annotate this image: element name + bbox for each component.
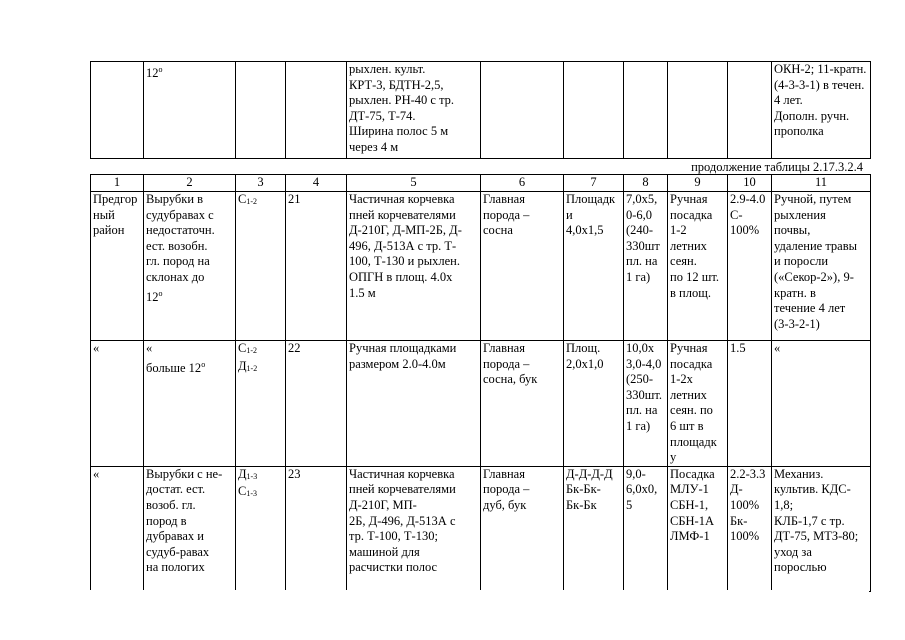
cell xyxy=(772,466,871,591)
cell-line: у xyxy=(670,450,677,465)
cell-text: 22 xyxy=(288,341,301,355)
cell-line: Д-Д-Д-Д xyxy=(566,466,613,481)
cell-line: (3-3-2-1) xyxy=(774,316,820,331)
cell-line: Механиз. xyxy=(774,466,824,481)
cell-line: и xyxy=(566,207,573,222)
cell xyxy=(564,466,624,591)
cell-line: МЛУ-1 xyxy=(670,482,709,497)
cell-line: Ширина полос 5 м xyxy=(349,124,449,139)
cell-line: 330шт. xyxy=(626,387,663,402)
cell-line: 7,0х5, xyxy=(626,192,658,206)
cell-line: прополка xyxy=(774,124,824,139)
cell-line: судубравах с xyxy=(146,207,214,222)
cell-line: 2Б, Д-496, Д-513А с xyxy=(349,513,456,528)
cell-line: порослью xyxy=(774,560,827,575)
cell-line: 6 шт в xyxy=(670,418,704,433)
cell-line: ДТ-75, МТЗ-80; xyxy=(774,529,859,544)
cell-line: 1 га) xyxy=(626,418,651,433)
cell xyxy=(144,192,236,341)
cell-line: « xyxy=(146,341,153,355)
cell-line: достат. ест. xyxy=(146,482,206,497)
table-row xyxy=(91,192,871,341)
cell-line: ный xyxy=(93,207,115,222)
column-header: 1 xyxy=(91,175,144,192)
cell-line: дубравах и xyxy=(146,529,204,544)
cell-line: и поросли xyxy=(774,254,829,269)
cell xyxy=(286,192,347,341)
cell xyxy=(668,62,728,159)
cell xyxy=(286,341,347,467)
cell-line: порода – xyxy=(483,482,530,497)
cell-line: Дополн. ручн. xyxy=(774,108,850,123)
cell-line: Ручная xyxy=(670,341,708,355)
column-header: 10 xyxy=(728,175,772,192)
cell-line: 4,0х1,5 xyxy=(566,223,604,238)
cell-line: « xyxy=(93,466,100,481)
cell-line: 1,8; xyxy=(774,497,794,512)
cell-line: недостаточн. xyxy=(146,223,215,238)
cell-line: дуб, бук xyxy=(483,497,527,512)
cell-line: С1-2 xyxy=(238,341,258,355)
table-continuation-caption: продолжение таблицы 2.17.3.2.4 xyxy=(691,160,863,174)
cell xyxy=(624,62,668,159)
cell-line: течение 4 лет xyxy=(774,301,846,316)
cell-line: пней корчевателями xyxy=(349,482,456,497)
cell-line: СБН-1, xyxy=(670,497,709,512)
header-row xyxy=(91,175,871,192)
cell xyxy=(728,62,772,159)
cell-line: рыхлен. РН-40 с тр. xyxy=(349,93,455,108)
cell-line: ОПГН в площ. 4.0х xyxy=(349,269,453,284)
cell-line: Частичная корчевка xyxy=(349,466,455,481)
cell xyxy=(624,192,668,341)
cell-line: 5 xyxy=(626,497,633,512)
cell xyxy=(624,466,668,591)
cell-line: летних xyxy=(670,238,707,253)
cell-line: ест. возобн. xyxy=(146,238,208,253)
cell-line: Вырубки в xyxy=(146,192,204,206)
column-header: 5 xyxy=(347,175,481,192)
cell-line: Площ. xyxy=(566,341,601,355)
cell-line: Д1-2 xyxy=(238,358,258,373)
cell-line: 2.9-4.0 xyxy=(730,192,766,206)
cell-line: Бк- xyxy=(730,513,748,528)
cell-line: 2,0х1,0 xyxy=(566,356,604,371)
cell-line: судуб-равах xyxy=(146,544,210,559)
cell-line: КРТ-3, БДТН-2,5, xyxy=(349,77,444,92)
column-header: 11 xyxy=(772,175,871,192)
cell xyxy=(144,341,236,467)
cell xyxy=(668,466,728,591)
cell-line: 100, Т-130 и рыхлен. xyxy=(349,254,460,269)
cell-line: пл. на xyxy=(626,403,658,418)
cell xyxy=(564,192,624,341)
cell-line: 1-2 xyxy=(670,223,687,238)
cell-line: культив. КДС- xyxy=(774,482,851,497)
cell-line: размером 2.0-4.0м xyxy=(349,356,446,371)
cell-line: (240- xyxy=(626,223,654,238)
cell xyxy=(481,466,564,591)
cell-line: 6,0х0, xyxy=(626,482,658,497)
cell xyxy=(772,192,871,341)
cell-line: СБН-1А xyxy=(670,513,714,528)
cell-line: посадка xyxy=(670,207,713,222)
cell-text: 12$^o$ xyxy=(146,65,163,80)
cell-line: больше 12$^o$ xyxy=(146,359,206,375)
cell-line: Посадка xyxy=(670,466,715,481)
column-header: 4 xyxy=(286,175,347,192)
cell-line: по 12 шт. xyxy=(670,269,719,284)
cell-line: пород в xyxy=(146,513,187,528)
cell-line: почвы, xyxy=(774,223,811,238)
cell-line: на пологих xyxy=(146,560,205,575)
cell-line: Площадк xyxy=(566,192,616,206)
cell xyxy=(347,192,481,341)
cell-line: сосна, бук xyxy=(483,372,538,387)
cell-line: летних xyxy=(670,387,707,402)
cell-line: 1.5 xyxy=(730,341,746,355)
cell-line: рыхления xyxy=(774,207,826,222)
cell-line: Предгор xyxy=(93,192,138,206)
cell xyxy=(347,466,481,591)
cell xyxy=(144,466,236,591)
cell-line: сеян. по xyxy=(670,403,713,418)
cell-line: « xyxy=(93,341,100,355)
cell-line: 12$^o$ xyxy=(146,288,163,304)
cell xyxy=(481,192,564,341)
cell xyxy=(564,62,624,159)
cell-line: пл. на xyxy=(626,254,658,269)
cell-line: Бк-Бк- xyxy=(566,482,601,497)
cell-line: рыхлен. культ. xyxy=(349,62,426,76)
table-row xyxy=(91,466,871,591)
cell xyxy=(91,192,144,341)
column-header: 8 xyxy=(624,175,668,192)
cell-line: С1-3 xyxy=(238,484,258,499)
cell-line: Частичная корчевка xyxy=(349,192,455,206)
column-header: 6 xyxy=(481,175,564,192)
cell-line: 1-2х xyxy=(670,372,693,387)
page-bottom-edge xyxy=(89,590,869,640)
cell-line: сеян. xyxy=(670,254,697,269)
cell-text: 21 xyxy=(288,192,301,206)
cell-text: 23 xyxy=(288,466,301,481)
cell-line: кратн. в xyxy=(774,285,816,300)
cell xyxy=(236,192,286,341)
cell-text: С1-2 xyxy=(238,192,258,206)
cell-line: Д-210Г, МП- xyxy=(349,497,417,512)
cell-line: район xyxy=(93,223,125,238)
cell-line: ОКН-2; 11-кратн. xyxy=(774,62,867,76)
cell xyxy=(144,62,236,159)
column-header: 9 xyxy=(668,175,728,192)
cell-line: порода – xyxy=(483,356,530,371)
cell xyxy=(91,341,144,467)
cell-line: Главная xyxy=(483,341,525,355)
cell-line: Главная xyxy=(483,192,525,206)
cell-line: склонах до xyxy=(146,269,205,284)
cell xyxy=(668,341,728,467)
cell-line: порода – xyxy=(483,207,530,222)
cell xyxy=(668,192,728,341)
cell-line: расчистки полос xyxy=(349,560,438,575)
cell-line: Д1-3 xyxy=(238,466,258,481)
column-header: 2 xyxy=(144,175,236,192)
cell-line: гл. пород на xyxy=(146,254,210,269)
cell-line: (250- xyxy=(626,372,654,387)
data-table xyxy=(90,174,871,592)
cell-line: Вырубки с не- xyxy=(146,466,223,481)
cell-line: уход за xyxy=(774,544,812,559)
cell xyxy=(236,341,286,467)
cell-line: 0-6,0 xyxy=(626,207,653,222)
cell xyxy=(481,62,564,159)
cell-line: 100% xyxy=(730,497,760,512)
table-row xyxy=(91,62,871,159)
cell-line: 496, Д-513А с тр. Т- xyxy=(349,238,457,253)
cell-line: Д-210Г, Д-МП-2Б, Д- xyxy=(349,223,462,238)
cell-line: 100% xyxy=(730,223,760,238)
cell-line: Ручная площадками xyxy=(349,341,457,355)
cell-line: удаление травы xyxy=(774,238,858,253)
cell-line: Бк-Бк xyxy=(566,497,597,512)
cell xyxy=(91,466,144,591)
cell-line: («Секор-2»), 9- xyxy=(774,269,854,284)
cell xyxy=(728,341,772,467)
cell-line: возоб. гл. xyxy=(146,497,196,512)
cell-line: 9,0- xyxy=(626,466,646,481)
cell xyxy=(236,466,286,591)
cell xyxy=(728,192,772,341)
cell-line: пней корчевателями xyxy=(349,207,456,222)
cell xyxy=(481,341,564,467)
cell-line: тр. Т-100, Т-130; xyxy=(349,529,438,544)
cell-line: Ручная xyxy=(670,192,708,206)
cell xyxy=(347,341,481,467)
cell xyxy=(286,62,347,159)
cell-line: 100% xyxy=(730,529,760,544)
cell xyxy=(564,341,624,467)
cell-line: ДТ-75, Т-74. xyxy=(349,108,416,123)
cell-line: (4-3-3-1) в течен. xyxy=(774,77,865,92)
cell xyxy=(236,62,286,159)
cell xyxy=(728,466,772,591)
cell-line: 10,0х xyxy=(626,341,655,355)
cell-line: Ручной, путем xyxy=(774,192,852,206)
cell-line: площадк xyxy=(670,434,717,449)
cell-line: 330шт xyxy=(626,238,660,253)
cell-line: 1 га) xyxy=(626,269,651,284)
cell-line: посадка xyxy=(670,356,713,371)
cell-line: 3,0-4,0 xyxy=(626,356,662,371)
column-header: 3 xyxy=(236,175,286,192)
cell xyxy=(347,62,481,159)
cell-line: « xyxy=(774,341,781,355)
cell-line: 1.5 м xyxy=(349,285,376,300)
cell-line: 2.2-3.3 xyxy=(730,466,766,481)
cell-line: в площ. xyxy=(670,285,711,300)
previous-rows-table xyxy=(90,61,871,159)
cell xyxy=(91,62,144,159)
cell-line: Главная xyxy=(483,466,525,481)
cell-line: через 4 м xyxy=(349,139,399,154)
cell-line: ЛМФ-1 xyxy=(670,529,710,544)
cell-line: машиной для xyxy=(349,544,420,559)
cell-line: Д- xyxy=(730,482,743,497)
cell-line: КЛБ-1,7 с тр. xyxy=(774,513,845,528)
cell xyxy=(624,341,668,467)
table-row xyxy=(91,341,871,467)
cell-line: С- xyxy=(730,207,743,222)
column-header: 7 xyxy=(564,175,624,192)
cell xyxy=(286,466,347,591)
cell xyxy=(772,62,871,159)
cell xyxy=(772,341,871,467)
cell-line: сосна xyxy=(483,223,513,238)
cell-line: 4 лет. xyxy=(774,93,803,108)
